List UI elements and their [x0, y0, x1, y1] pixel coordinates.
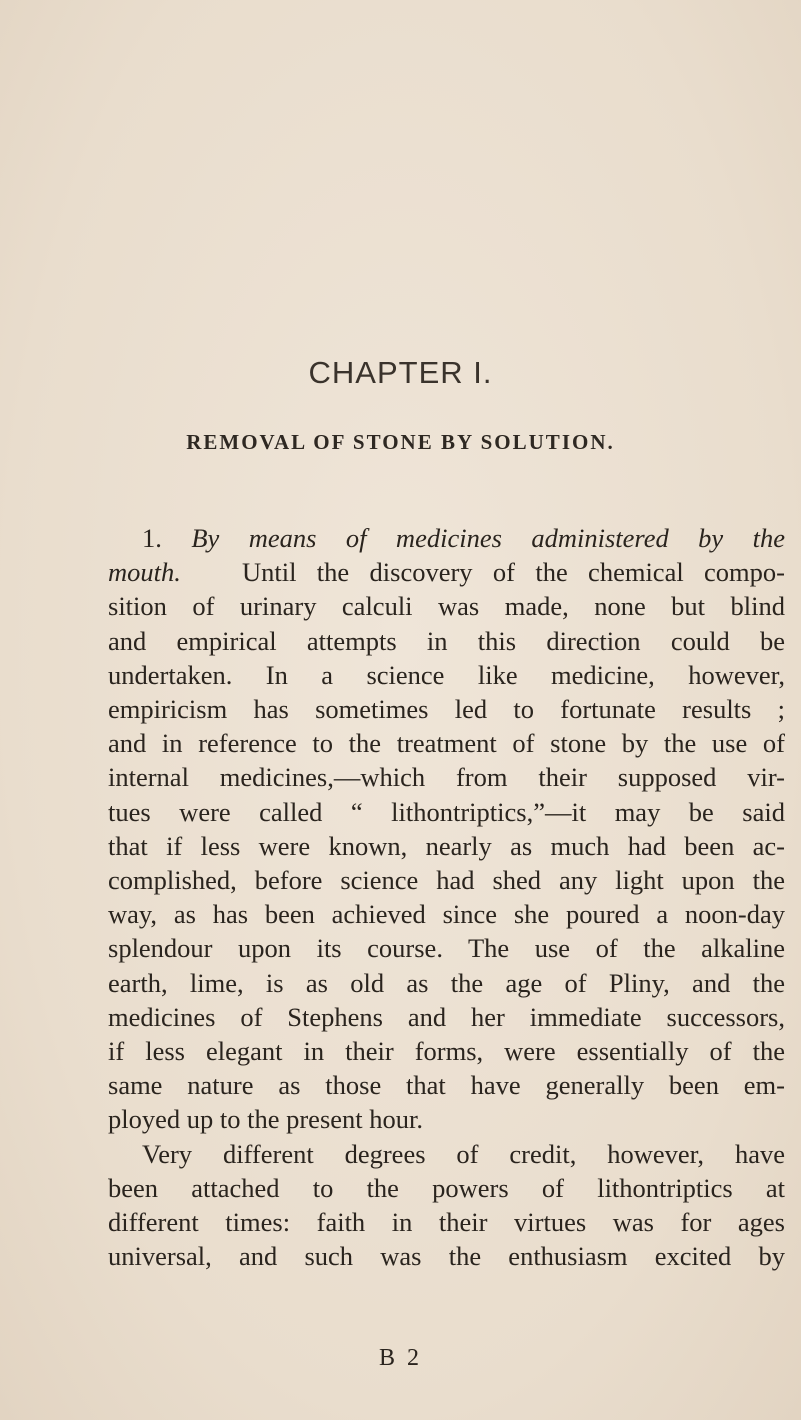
text-line: universal, and such was the enthusiasm excited by	[108, 1241, 785, 1272]
text-line: been attached to the powers of lithontriptics at	[108, 1172, 785, 1203]
text-line: medicines of Stephens and her immediate successors,	[108, 1001, 785, 1032]
text-line: different times: faith in their virtues was for ages	[108, 1207, 785, 1238]
text-line: Until the discovery of the chemical compo-	[241, 557, 785, 588]
text-line: that if less were known, nearly as much had been ac-	[108, 830, 785, 861]
text-line: Very different degrees of credit, however, have	[142, 1138, 785, 1169]
paragraph-2	[108, 1137, 785, 1274]
paragraph-italic-heading-end: mouth.	[108, 557, 181, 588]
paragraph-number: 1.	[142, 523, 162, 553]
text-line: tues were called “ lithontriptics,”—it may be said	[108, 796, 785, 827]
text-line: ployed up to the present hour.	[108, 1104, 423, 1135]
paragraph-italic-heading: By means of medicines administered by the	[191, 523, 786, 553]
paragraph-1-line	[108, 555, 785, 589]
signature-mark: B 2	[378, 1345, 422, 1371]
text-line: and in reference to the treatment of stone by the use of	[108, 728, 785, 759]
text-line: and empirical attempts in this direction could be	[108, 625, 785, 656]
paragraph-1-heading-line	[108, 521, 785, 555]
text-line: internal medicines,—which from their supposed vir-	[108, 762, 785, 793]
text-line: undertaken. In a science like medicine, however,	[108, 659, 785, 690]
text-line: empiricism has sometimes led to fortunate results ;	[108, 694, 785, 725]
text-line: earth, lime, is as old as the age of Pliny, and the	[108, 967, 785, 998]
paragraph-1	[108, 521, 785, 1137]
text-line: complished, before science had shed any light upon the	[108, 865, 785, 896]
text-line: if less elegant in their forms, were essentially of the	[108, 1036, 785, 1067]
text-line: splendour upon its course. The use of the alkaline	[108, 933, 785, 964]
text-line: way, as has been achieved since she poured a noon-day	[108, 899, 785, 930]
chapter-subtitle: REMOVAL OF STONE BY SOLUTION.	[186, 430, 615, 454]
text-line: sition of urinary calculi was made, none but blind	[108, 591, 785, 622]
chapter-title: CHAPTER I.	[308, 355, 493, 390]
text-line: same nature as those that have generally been em-	[108, 1070, 785, 1101]
body-text	[108, 521, 785, 1273]
